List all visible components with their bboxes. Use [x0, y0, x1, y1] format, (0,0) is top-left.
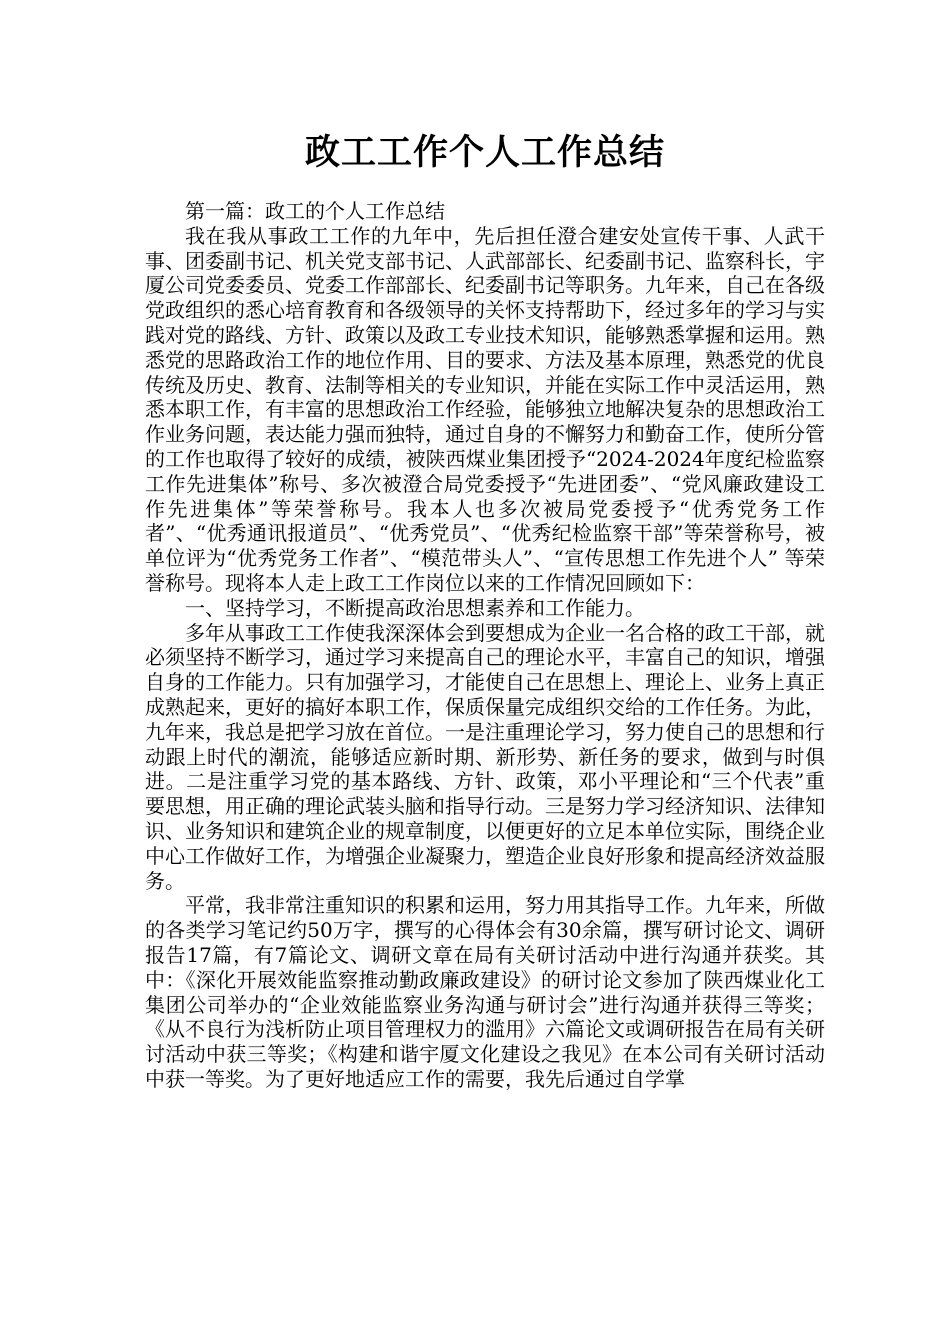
document-body: [145, 199, 825, 1092]
document-page: [145, 128, 825, 1092]
body-paragraph: 多年从事政工工作使我深深体会到要想成为企业一名合格的政工干部，就必须坚持不断学习，通过学习来提高自己的理论水平，丰富自己的知识，增强自身的工作能力。只有加强学习，才能使自己在思想上、理论上、业务上真正成熟起来，更好的搞好本职工作，保质保量完成组织交给的工作任务。为此，九年来，我总是把学习放在首位。一是注重理论学习，努力使自己的思想和行动跟上时代的潮流，能够适应新时期、新形势、新任务的要求，做到与时俱进。二是注重学习党的基本路线、方针、政策，邓小平理论和“三个代表”重要思想，用正确的理论武装头脑和指导行动。三是努力学习经济知识、法律知识、业务知识和建筑企业的规章制度，以便更好的立足本单位实际，围绕企业中心工作做好工作，为增强企业凝聚力，塑造企业良好形象和提高经济效益服务。: [145, 620, 825, 893]
body-paragraph: 我在我从事政工工作的九年中，先后担任澄合建安处宣传干事、人武干事、团委副书记、机关党支部书记、人武部部长、纪委副书记、监察科长，宇厦公司党委委员、党委工作部部长、纪委副书记等职务。九年来，自己在各级党政组织的悉心培育教育和各级领导的关怀支持帮助下，经过多年的学习与实践对党的路线、方针、政策以及政工专业技术知识，能够熟悉掌握和运用。熟悉党的思路政治工作的地位作用、目的要求、方法及基本原理，熟悉党的优良传统及历史、教育、法制等相关的专业知识，并能在实际工作中灵活运用，熟悉本职工作，有丰富的思想政治工作经验，能够独立地解决复杂的思想政治工作业务问题，表达能力强而独特，通过自身的不懈努力和勤奋工作，使所分管的工作也取得了较好的成绩，被陕西煤业集团授予“2024-2024年度纪检监察工作先进集体”称号、多次被澄合局党委授予“先进团委”、“党风廉政建设工作先进集体”等荣誉称号。我本人也多次被局党委授予“优秀党务工作者”、“优秀通讯报道员”、“优秀党员”、“优秀纪检监察干部”等荣誉称号，被单位评为“优秀党务工作者”、“模范带头人”、“宣传思想工作先进个人” 等荣誉称号。现将本人走上政工工作岗位以来的工作情况回顾如下：: [145, 223, 825, 595]
section-heading: 一、坚持学习，不断提高政治思想素养和工作能力。: [185, 595, 645, 620]
document-title: 政工工作个人工作总结: [304, 132, 665, 173]
body-paragraph: 平常，我非常注重知识的积累和运用，努力用其指导工作。九年来，所做的各类学习笔记约50万字，撰写的心得体会有30余篇，撰写研讨论文、调研报告17篇，有7篇论文、调研文章在局有关研讨活动中进行沟通并获奖。其中：《深化开展效能监察推动勤政廉政建设》的研讨论文参加了陕西煤业化工集团公司举办的“企业效能监察业务沟通与研讨会”进行沟通并获得三等奖；《从不良行为浅析防止项目管理权力的滥用》六篇论文或调研报告在局有关研讨活动中获三等奖；《构建和谐宇厦文化建设之我见》在本公司有关研讨活动中获一等奖。为了更好地适应工作的需要，我先后通过自学掌: [145, 893, 825, 1091]
section-heading: 第一篇：政工的个人工作总结: [185, 199, 445, 223]
